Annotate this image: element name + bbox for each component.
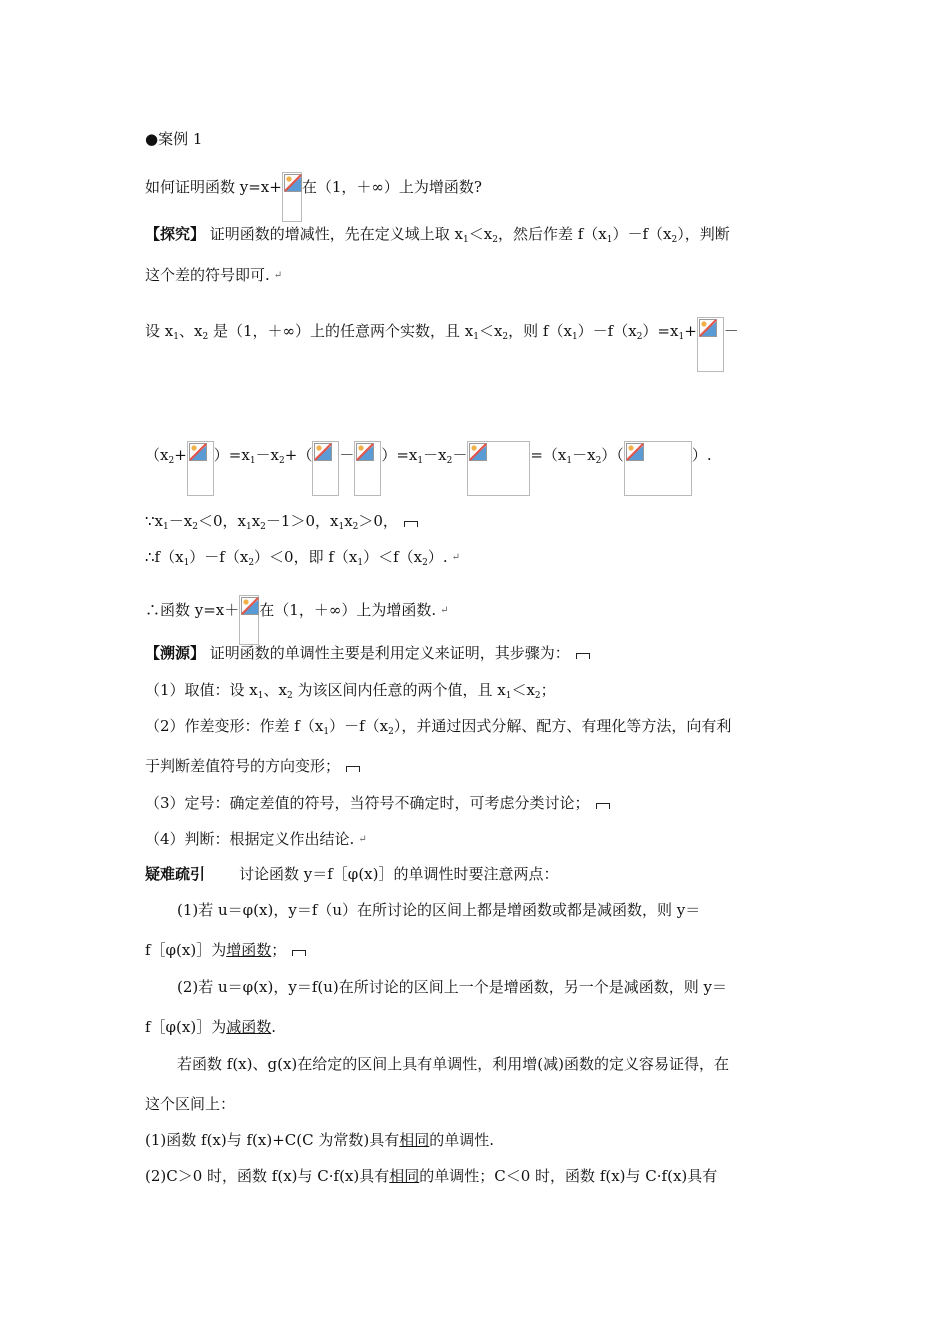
trace-step-2-cont: 于判断差值符号的方向变形； [145,756,360,776]
formula-image-placeholder [354,441,381,496]
monotonic-paragraph: 若函数 f(x)、g(x)在给定的区间上具有单调性，利用增(减)函数的定义容易证得，在 [177,1055,729,1073]
trace-step-4: （4）判断：根据定义作出结论. ↵ [145,830,367,848]
broken-image-icon [626,443,644,461]
line-break-mark-icon [404,521,418,527]
difficulty-intro: 疑难疏引 讨论函数 y＝f［φ(x)］的单调性时要注意两点： [145,865,559,883]
broken-image-icon [241,597,259,615]
formula-image-placeholder [282,172,302,222]
trace-step-3: （3）定号：确定差值的符号，当符号不确定时，可考虑分类讨论； [145,793,610,813]
broken-image-icon [284,174,302,192]
explore-line-1: 【探究】 证明函数的增减性，先在定义域上取 $x_1<x_2$，然后作差 $f(x_1)-f(x_2)$，判断 [145,225,730,245]
trace-tag: 【溯源】 [145,644,206,662]
because-line: $\because x_1-x_2<0$，$x_1x_2-1>0$，$x_1x_2>0$， [145,511,418,537]
formula-image-placeholder [624,441,692,496]
line-break-mark-icon [576,653,590,659]
broken-image-icon [469,443,487,461]
broken-image-icon [314,443,332,461]
paragraph-mark-icon: ↵ [358,834,367,845]
line-break-mark-icon [346,766,360,772]
paragraph-mark-icon: ↵ [451,552,461,563]
difficulty-point-2: (2)若 u＝φ(x)，y＝f(u)在所讨论的区间上一个是增函数，另一个是减函数，则 y＝ [177,978,727,996]
formula-image-placeholder [312,441,339,496]
broken-image-icon [189,443,207,461]
proof-line-2: （$x_2+$ ）$=x_1-x_2+$（ － ）$=x_1-x_2-$ $=(x_1-x_2)$（ ）. [145,441,712,496]
broken-image-icon [699,319,717,337]
proof-line-1: 设 $x_1$、$x_2$ 是（1，＋∞）上的任意两个实数，且 $x_1<x_2$，则 $f(x_1)-f(x_2)=x_1+$ － [145,317,739,372]
explore-tag: 【探究】 [145,225,206,243]
formula-image-placeholder [187,441,214,496]
therefore-line-1: $\therefore f(x_1)-f(x_2)<0$，即 $f(x_1)<f(x_2)$. ↵ [145,548,461,568]
formula-image-placeholder [467,441,530,496]
difficulty-tag: 疑难疏引 [145,865,206,883]
paragraph-mark-icon: ↵ [440,605,449,616]
trace-step-2: （2）作差变形：作差 $f(x_1)-f(x_2)$，并通过因式分解、配方、有理化等方法，向有利 [145,717,732,737]
difficulty-point-1: (1)若 u＝φ(x)，y＝f（u）在所讨论的区间上都是增函数或都是减函数，则 y＝ [177,901,701,919]
paragraph-mark-icon: ↵ [273,270,283,281]
explore-line-2: 这个差的符号即可. ↵ [145,266,283,284]
rule-1: (1)函数 f(x)与 f(x)+C(C 为常数)具有相同的单调性. [145,1131,495,1149]
rule-2: (2)C＞0 时，函数 f(x)与 C·f(x)具有相同的单调性；C＜0 时，函数 f(x)与 C·f(x)具有 [145,1167,718,1185]
formula-image-placeholder [239,595,259,645]
line-break-mark-icon [596,803,610,809]
difficulty-point-2-cont: f［φ(x)］为减函数. [145,1018,277,1036]
therefore-line-2: ∴函数 y=x＋ 在（1，＋∞）上为增函数. ↵ [145,595,448,645]
broken-image-icon [356,443,374,461]
question-line: 如何证明函数 y=x+ 在（1，＋∞）上为增函数? [145,172,482,222]
monotonic-paragraph-cont: 这个区间上： [145,1095,236,1113]
trace-line: 【溯源】 证明函数的单调性主要是利用定义来证明，其步骤为： [145,643,590,663]
difficulty-point-1-cont: f［φ(x)］为增函数； [145,940,306,960]
line-break-mark-icon [292,950,306,956]
case-title: ●案例 1 [145,130,203,148]
formula-image-placeholder [697,317,724,372]
trace-step-1: （1）取值：设 $x_1$、$x_2$ 为该区间内任意的两个值，且 $x_1<x_2$； [145,681,556,701]
